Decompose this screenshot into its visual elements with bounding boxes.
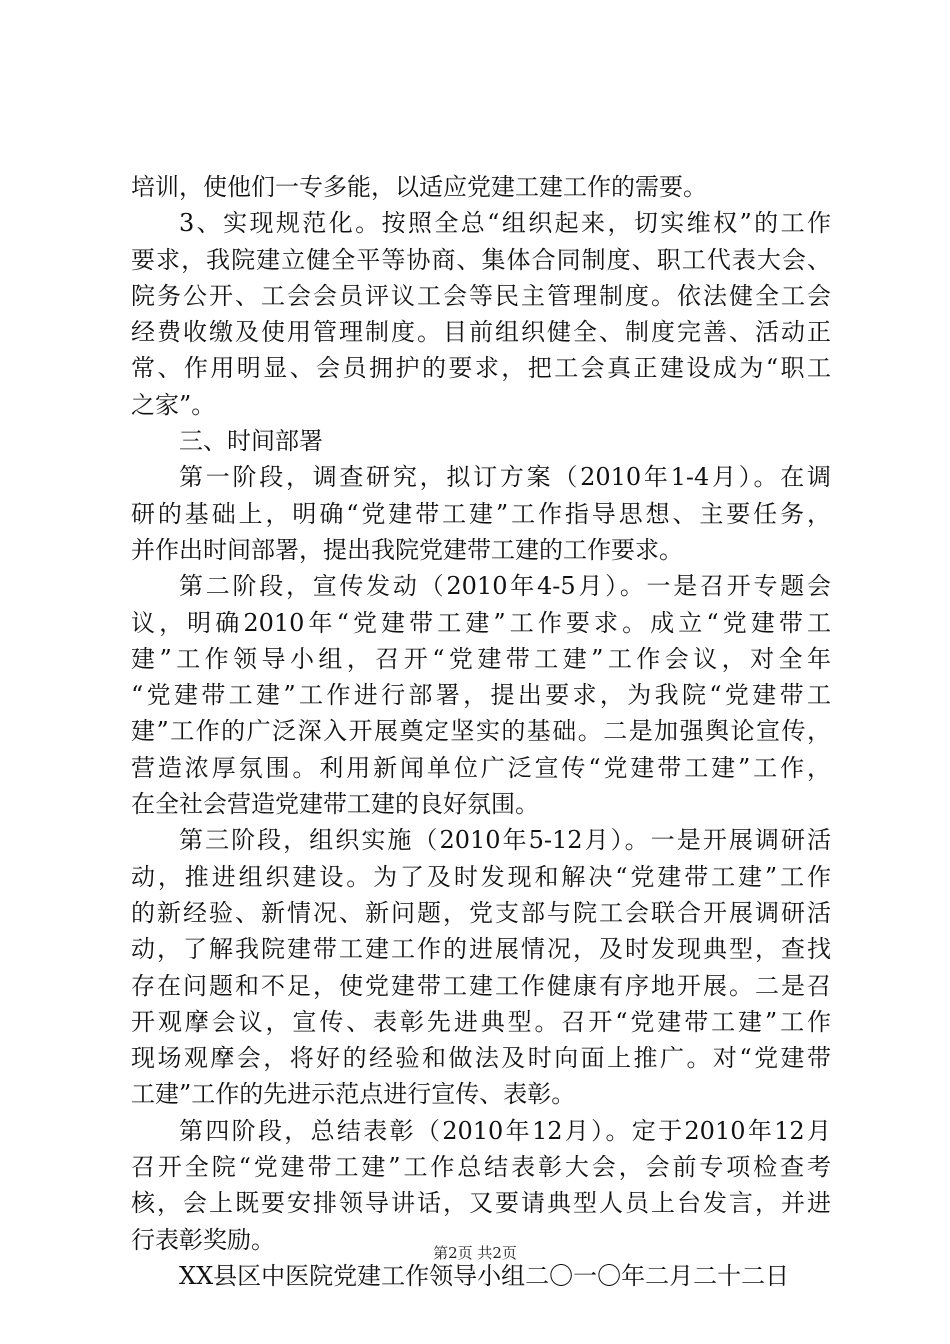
text-line: XX县区中医院党建工作领导小组二〇一〇年二月二十二日 xyxy=(179,1261,790,1290)
text-line: 经费收缴及使用管理制度。目前组织健全、制度完善、活动正 xyxy=(131,318,831,347)
text-line: 营造浓厚氛围。利用新闻单位广泛宣传“党建带工建”工作， xyxy=(131,753,831,782)
text-line: 动，了解我院建带工建工作的进展情况，及时发现典型，查找 xyxy=(131,935,831,964)
text-line: 在全社会营造党建带工建的良好氛围。 xyxy=(131,790,539,819)
text-line: 培训，使他们一专多能，以适应党建工建工作的需要。 xyxy=(131,173,707,201)
text-line: 第二阶段，宣传发动（2010年4-5月）。一是召开专题会 xyxy=(179,572,831,601)
text-line: 现场观摩会，将好的经验和做法及时向面上推广。对“党建带 xyxy=(131,1044,831,1073)
text-line: 开观摩会议，宣传、表彰先进典型。召开“党建带工建”工作 xyxy=(131,1007,831,1036)
text-line: 三、时间部署 xyxy=(179,427,323,456)
text-line: 建”工作的广泛深入开展奠定坚实的基础。二是加强舆论宣传， xyxy=(131,717,831,746)
text-line: “党建带工建”工作进行部署，提出要求，为我院“党建带工 xyxy=(131,681,831,710)
document-body xyxy=(131,169,831,1294)
text-line: 动，推进组织建设。为了及时发现和解决“党建带工建”工作 xyxy=(131,862,831,891)
text-line: 之家”。 xyxy=(131,390,216,419)
text-line: 建”工作领导小组，召开“党建带工建”工作会议，对全年 xyxy=(131,644,831,673)
text-line: 第一阶段，调查研究，拟订方案（2010年1-4月）。在调 xyxy=(179,463,831,492)
text-line: 常、作用明显、会员拥护的要求，把工会真正建设成为“职工 xyxy=(131,354,831,383)
text-line: 第四阶段，总结表彰（2010年12月）。定于2010年12月 xyxy=(179,1116,831,1145)
text-line: 的新经验、新情况、新问题，党支部与院工会联合开展调研活 xyxy=(131,898,831,927)
text-line: 核，会上既要安排领导讲话，又要请典型人员上台发言，并进 xyxy=(131,1189,831,1218)
text-line: 第三阶段，组织实施（2010年5-12月）。一是开展调研活 xyxy=(179,826,831,855)
text-line: 院务公开、工会会员评议工会等民主管理制度。依法健全工会 xyxy=(131,281,831,310)
text-line: 议，明确2010年“党建带工建”工作要求。成立“党建带工 xyxy=(131,608,831,637)
text-line: 要求，我院建立健全平等协商、集体合同制度、职工代表大会、 xyxy=(131,245,831,274)
text-line: 召开全院“党建带工建”工作总结表彰大会，会前专项检查考 xyxy=(131,1153,831,1182)
text-line: 行表彰奖励。 xyxy=(131,1225,275,1254)
text-line: 3、实现规范化。按照全总“组织起来，切实维权”的工作 xyxy=(179,209,831,238)
text-line: 工建”工作的先进示范点进行宣传、表彰。 xyxy=(131,1080,576,1109)
text-line: 并作出时间部署，提出我院党建带工建的工作要求。 xyxy=(131,535,683,564)
page-footer: 第2页 共2页 xyxy=(433,1244,517,1262)
text-line: 存在问题和不足，使党建带工建工作健康有序地开展。二是召 xyxy=(131,971,831,1000)
text-line: 研的基础上，明确“党建带工建”工作指导思想、主要任务， xyxy=(131,499,831,528)
